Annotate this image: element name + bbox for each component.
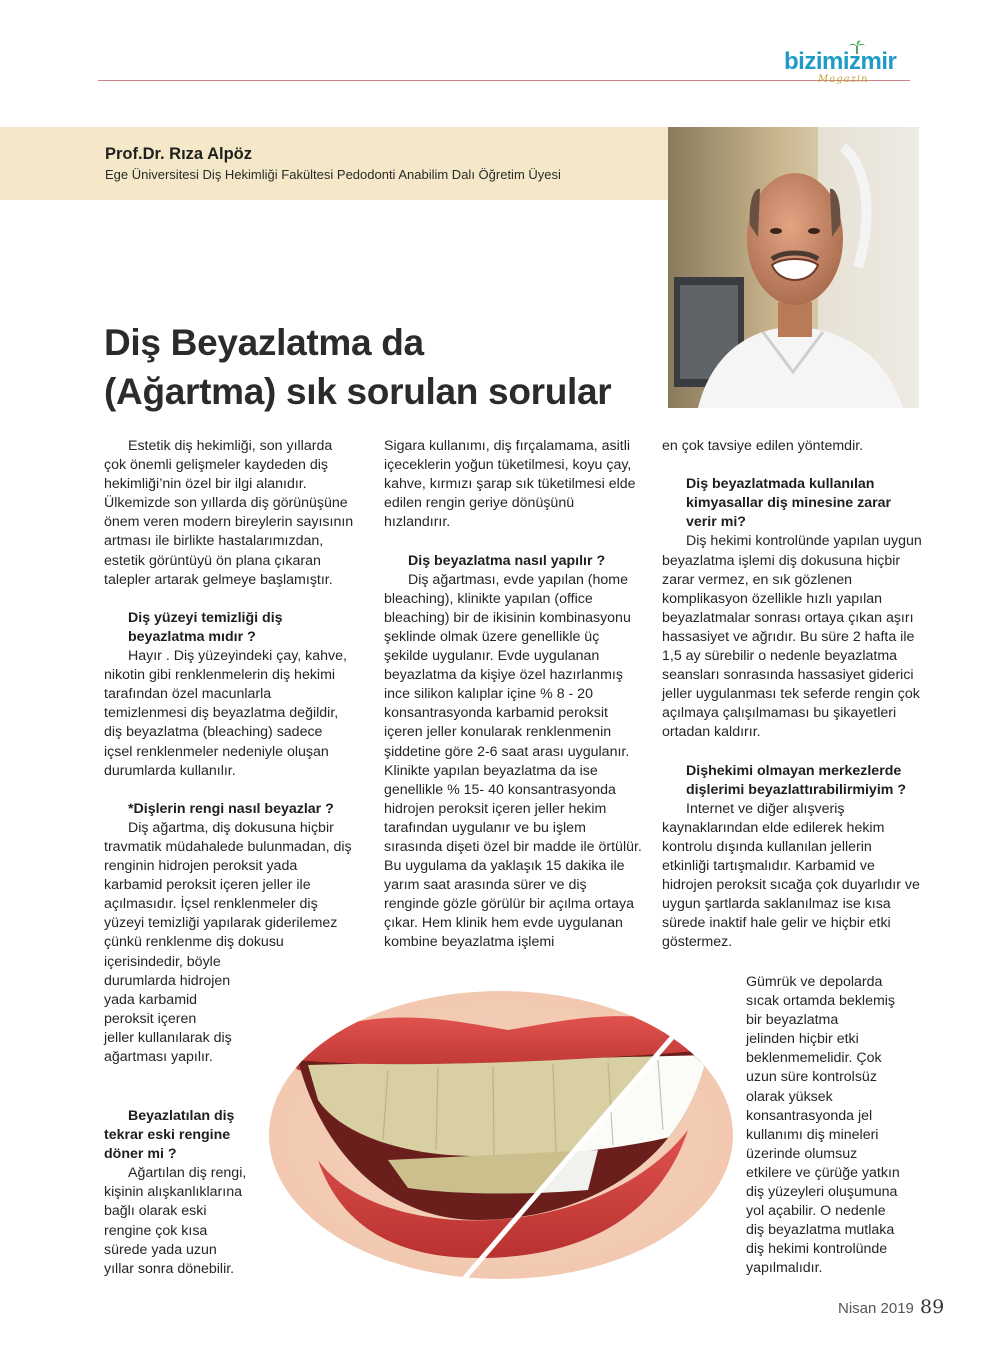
text-paragraph: Sigara kullanımı, diş fırçalamama, asitli içeceklerin yoğun tüketilmesi, koyu çay, kahve, kırmızı şarap sık tüketilmesi elde edilen rengin geriye dönüşünü hızlandırır.	[384, 438, 636, 531]
text-line: diş yüzeyleri oluşumuna	[746, 1184, 898, 1201]
question-heading-line: Beyazlatılan diş	[128, 1108, 235, 1124]
text-line: etkilere ve çürüğe yatkın	[746, 1164, 900, 1181]
text-line: yada karbamid	[104, 991, 198, 1008]
text-paragraph: en çok tavsiye edilen yöntemdir.	[662, 438, 864, 454]
text-line: jelinden hiçbir etki	[746, 1031, 859, 1048]
answer-paragraph: Diş ağartma, diş dokusuna hiçbir travmatik müdahalede bulunmadan, diş renginin hidrojen peroksit yada karbamid peroksit içeren jeller ile açılmasıdır. İçsel renklenmeler diş yüzeyi temizliği yapılarak giderilemez çünkü renklenme diş dokusu içerisindedir, böyle	[104, 819, 352, 970]
text-column-2	[384, 437, 644, 953]
logo-subtitle: Magazin	[818, 74, 869, 85]
text-line: yapılmalıdır.	[746, 1260, 823, 1277]
question-heading: Dişhekimi olmayan merkezlerde dişlerimi beyazlattırabilirmiyim ?	[686, 762, 906, 798]
text-line: yıllar sonra dönebilir.	[104, 1260, 235, 1277]
question-heading: Diş beyazlatma nasıl yapılır ?	[408, 552, 606, 569]
magazine-logo	[784, 48, 914, 92]
answer-paragraph: Diş hekimi kontrolünde yapılan uygun beyazlatma işlemi diş dokusuna hiçbir zarar vermez, en sık gözlenen komplikasyon özellikle hızlı yapılan beyazlatmalar sonrası ortaya çıkan aşırı hassasiyet ve ağrıdır. Bu süre 2 hafta ile 1,5 ay sürebilir o nedenle beyazlatma seansları sonrasında hassasiyet giderici jeller uygulanması tek seferde rengin çok açılmaya çalışılmaması bu şikayetleri ortadan kaldırır.	[662, 533, 922, 741]
text-line: bir beyazlatma	[746, 1012, 839, 1029]
whitening-smile-image	[268, 990, 734, 1280]
text-column-1-lower	[104, 1107, 264, 1279]
text-line: ağartması yapılır.	[104, 1049, 213, 1065]
text-column-3-lower	[746, 973, 926, 1279]
text-line: diş hekimi kontrolünde	[746, 1241, 888, 1258]
text-line: kullanımı diş mineleri	[746, 1126, 879, 1143]
text-line: peroksit içeren	[104, 1010, 197, 1027]
question-heading: Diş beyazlatmada kullanılan kimyasallar diş minesine zarar verir mi?	[686, 476, 892, 531]
text-line: yol açabilir. O nedenle	[746, 1203, 886, 1220]
text-line: bağlı olarak eski	[104, 1203, 207, 1220]
author-band	[0, 127, 668, 200]
author-portrait	[668, 127, 919, 408]
text-column-3	[662, 437, 922, 953]
text-line: sıcak ortamda beklemiş	[746, 993, 896, 1010]
text-line: rengine çok kısa	[104, 1222, 208, 1239]
text-line: jeller kullanılarak diş	[104, 1029, 232, 1046]
question-heading: Diş yüzeyi temizliği diş beyazlatma mıdır ?	[128, 609, 283, 645]
text-line: Gümrük ve depolarda	[746, 974, 883, 990]
author-title: Ege Üniversitesi Diş Hekimliği Fakültesi Pedodonti Anabilim Dalı Öğretim Üyesi	[105, 167, 561, 182]
author-name: Prof.Dr. Rıza Alpöz	[105, 145, 252, 163]
logo-text: bizimizmir	[784, 48, 897, 75]
headline-line-1: Diş Beyazlatma da	[104, 322, 424, 363]
text-line: kişinin alışkanlıklarına	[104, 1184, 242, 1201]
text-line: beklenmemelidir. Çok	[746, 1050, 882, 1067]
page-number: 89	[920, 1296, 945, 1318]
question-heading: *Dişlerin rengi nasıl beyazlar ?	[128, 800, 334, 817]
answer-paragraph: Internet ve diğer alışveriş kaynaklarından elde edilerek hekim kontrolu dışında kullanılan jellerin etkinliği tartışmalıdır. Karbamid ve hidrojen peroksit sıcağa çok duyarlıdır ve uygun şartlarda saklanılmaz ise kısa sürede inaktif hale gelir ve hiçbir etki göstermez.	[662, 800, 920, 951]
issue-date: Nisan 2019	[838, 1300, 914, 1317]
headline-line-2: (Ağartma) sık sorulan sorular	[104, 371, 612, 412]
text-line: konsantrasyonda jel	[746, 1107, 873, 1124]
answer-paragraph: Hayır . Diş yüzeyindeki çay, kahve, nikotin gibi renklenmelerin diş hekimi tarafından özel macunlarla temizlenmesi diş beyazlatma değildir, diş beyazlatma (bleaching) sadece içsel renklenmeler nedeniyle oluşan durumlarda kullanılır.	[104, 648, 347, 779]
text-line: sürede yada uzun	[104, 1241, 217, 1258]
question-heading-line: tekrar eski rengine	[104, 1127, 231, 1144]
question-heading-line: döner mi ?	[104, 1146, 177, 1163]
text-line: üzerinde olumsuz	[746, 1145, 858, 1162]
text-line: diş beyazlatma mutlaka	[746, 1222, 895, 1239]
text-line: uzun süre kontrolsüz	[746, 1069, 877, 1086]
text-column-1	[104, 437, 354, 1067]
answer-paragraph: Diş ağartması, evde yapılan (home bleaching), klinikte yapılan (office bleaching) bir de ikisinin kombinasyonu şeklinde olmak üzere genellikle üç şekilde uygulanır. Evde uygulanan beyazlatma da kişiye özel hazırlanmış ince silikon kalıplar içine % 8 - 20 konsantrasyonda karbamid peroksit içeren jeller konularak renklenmenin şiddetine göre 2-6 saat arası uygulanır. Klinikte yapılan beyazlatma da ise genellikle % 15- 40 konsantrasyonda hidrojen peroksit içeren jeller hekim tarafından uygulanır ve bu işlem sırasında dişeti özel bir madde ile örtülür. Bu uygulama da yaklaşık 15 dakika ile yarım saat arasında sürer ve diş renginde gözle görülür bir açılma ortaya çıkar. Hem klinik hem evde uygulanan kombine beyazlatma işlemi	[384, 571, 642, 951]
text-line: olarak yüksek	[746, 1088, 833, 1105]
intro-paragraph: Estetik diş hekimliği, son yıllarda çok önemli gelişmeler kaydeden diş hekimliği’nin özel bir ilgi alanıdır. Ülkemizde son yıllarda diş görünüşüne önem veren modern bireylerin sayısının artması ile birlikte hastalarımızdan, estetik görüntüyü ön plana çıkaran talepler artarak gelmeye başlamıştır.	[104, 438, 354, 588]
text-line: durumlarda hidrojen	[104, 972, 231, 989]
article-headline	[104, 318, 664, 416]
text-line: Ağartılan diş rengi,	[128, 1165, 247, 1182]
